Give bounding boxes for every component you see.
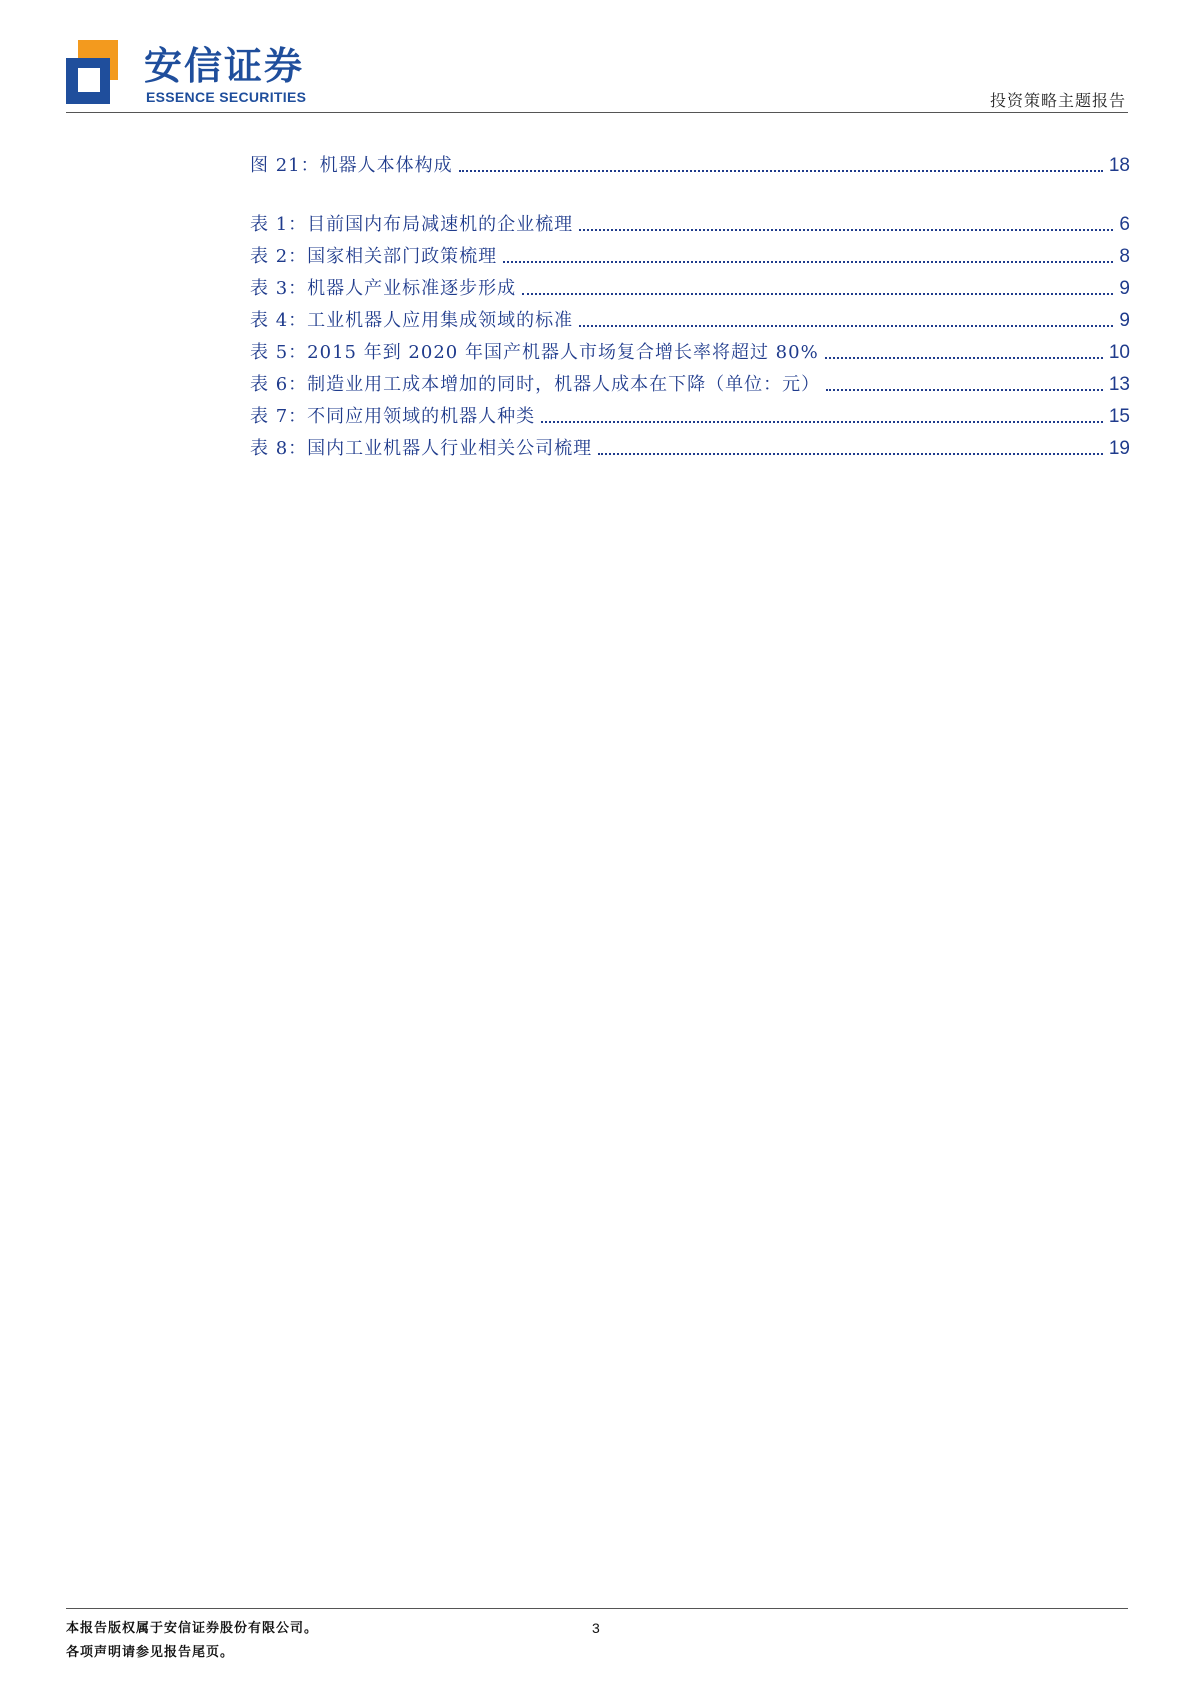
copyright-text: 本报告版权属于安信证券股份有限公司。 xyxy=(66,1621,319,1636)
toc-entry-page: 10 xyxy=(1108,342,1130,363)
page-number: 3 xyxy=(592,1620,600,1636)
brand-name-chinese: 安信证券 xyxy=(144,44,305,88)
toc-leader-dots xyxy=(598,453,1103,455)
toc-entry-page: 9 xyxy=(1119,278,1130,299)
toc-entry[interactable] xyxy=(250,205,1130,237)
toc-leader-dots xyxy=(503,261,1113,263)
toc-entry-page: 19 xyxy=(1108,438,1130,459)
toc-leader-dots xyxy=(522,293,1113,295)
toc-entry-title: 表 3：机器人产业标准逐步形成 xyxy=(250,278,517,299)
toc-entry[interactable] xyxy=(250,333,1130,365)
toc-entry-page: 6 xyxy=(1119,214,1130,235)
toc-entry[interactable] xyxy=(250,301,1130,333)
toc-entry-title: 表 8：国内工业机器人行业相关公司梳理 xyxy=(250,438,593,459)
toc-entry-title: 表 2：国家相关部门政策梳理 xyxy=(250,246,498,267)
toc-entry[interactable] xyxy=(250,269,1130,301)
toc-entry-title: 表 7：不同应用领域的机器人种类 xyxy=(250,406,536,427)
toc-entry-title: 表 6：制造业用工成本增加的同时，机器人成本在下降（单位：元） xyxy=(250,374,821,395)
page-header xyxy=(66,40,1128,114)
toc-leader-dots xyxy=(579,325,1113,327)
footer-notice xyxy=(66,1617,318,1665)
footer-divider xyxy=(66,1608,1128,1609)
table-of-contents xyxy=(250,146,1130,461)
toc-entry-title: 表 4：工业机器人应用集成领域的标准 xyxy=(250,310,574,331)
toc-entry-page: 15 xyxy=(1108,406,1130,427)
toc-leader-dots xyxy=(579,229,1113,231)
toc-leader-dots xyxy=(826,389,1103,391)
toc-entry-title: 表 5：2015 年到 2020 年国产机器人市场复合增长率将超过 80% xyxy=(250,342,819,363)
essence-logo-icon xyxy=(66,40,126,104)
toc-leader-dots xyxy=(459,170,1103,172)
toc-entry-page: 13 xyxy=(1108,374,1130,395)
toc-leader-dots xyxy=(825,357,1103,359)
brand-name-english: ESSENCE SECURITIES xyxy=(146,89,307,105)
disclaimer-text: 各项声明请参见报告尾页。 xyxy=(66,1645,235,1660)
toc-entry-page: 9 xyxy=(1119,310,1130,331)
toc-entry[interactable] xyxy=(250,397,1130,429)
toc-entry[interactable] xyxy=(250,429,1130,461)
toc-entry-title: 图 21：机器人本体构成 xyxy=(250,155,453,176)
toc-entry-page: 8 xyxy=(1119,246,1130,267)
toc-entry-page: 18 xyxy=(1108,155,1130,176)
report-type: 投资策略主题报告 xyxy=(989,91,1126,110)
header-divider xyxy=(66,112,1128,113)
toc-entry[interactable] xyxy=(250,237,1130,269)
toc-leader-dots xyxy=(541,421,1103,423)
toc-entry-title: 表 1：目前国内布局减速机的企业梳理 xyxy=(250,214,574,235)
toc-entry[interactable] xyxy=(250,365,1130,397)
toc-entry[interactable] xyxy=(250,146,1130,178)
